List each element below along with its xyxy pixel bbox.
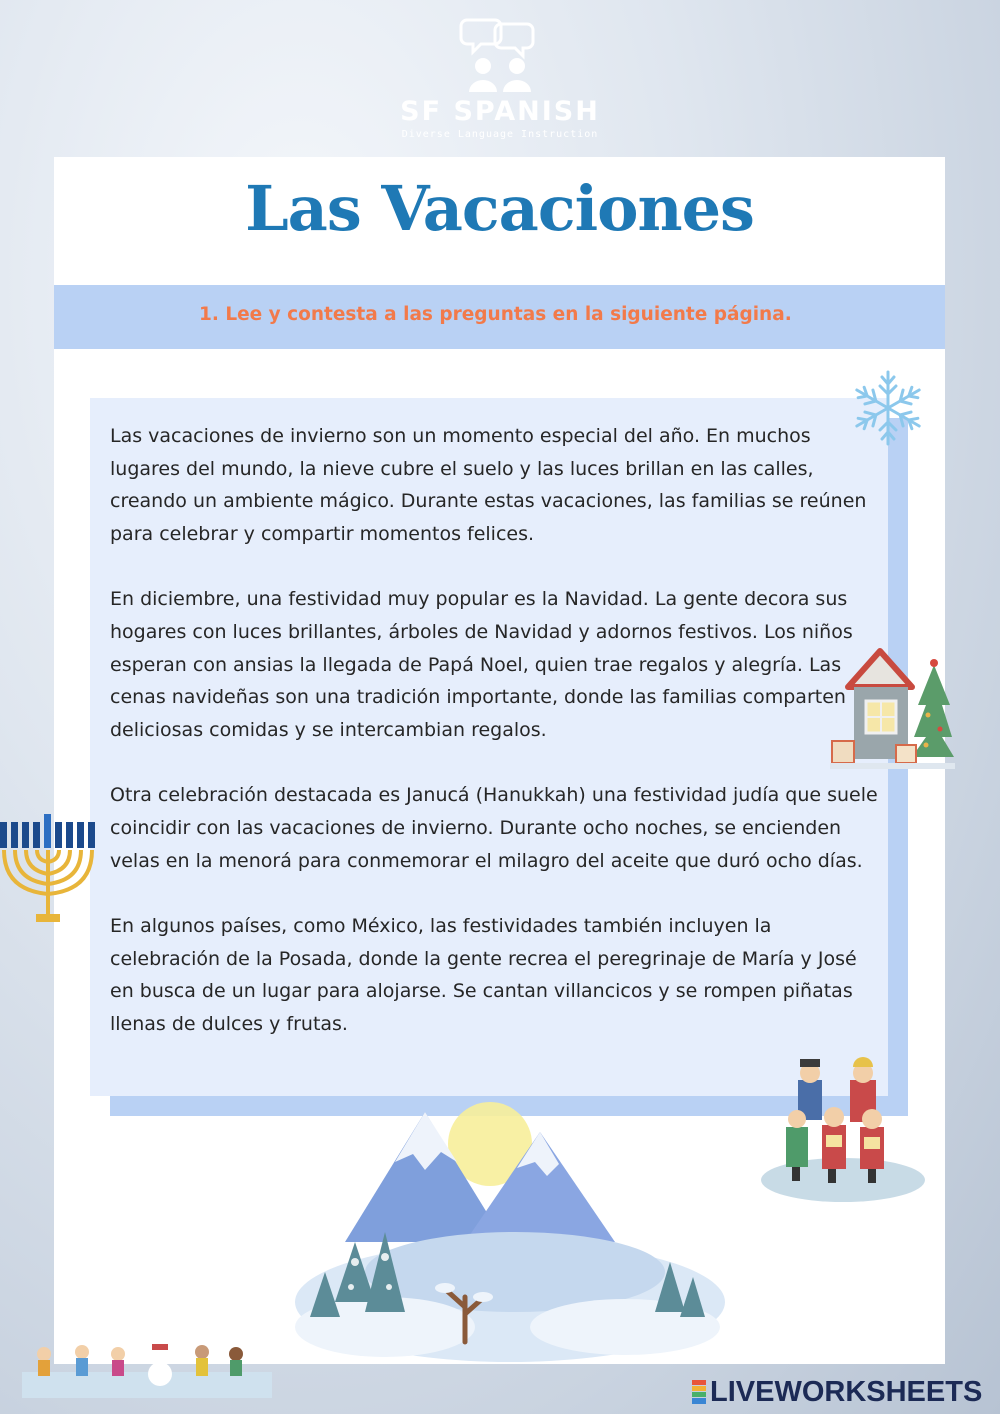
paragraph-2: En diciembre, una festividad muy popular es la Navidad. La gente decora sus hogares con luces brillantes, árboles de Navidad y adornos festivos. Los niños esperan con ansias la llegada de Papá Noel, quien trae regalos y alegría. Las cenas navideñas son una tradición importante, donde las familias comparten deliciosas comidas y se intercambian regalos. xyxy=(110,588,853,741)
menorah-icon xyxy=(0,812,98,927)
reading-passage xyxy=(90,398,888,1096)
house-icon xyxy=(830,645,955,770)
sf-spanish-logo xyxy=(0,14,1000,140)
footer-brand-text: LIVEWORKSHEETS xyxy=(710,1376,983,1408)
snowflake-icon xyxy=(848,368,928,448)
logo-tagline: Diverse Language Instruction xyxy=(401,129,599,140)
winter-landscape-illustration xyxy=(285,1092,735,1364)
liveworksheets-logo xyxy=(692,1376,982,1409)
paragraph-1: Las vacaciones de invierno son un momento especial del año. En muchos lugares del mundo, la nieve cubre el suelo y las luces brillan en las calles, creando un ambiente mágico. Durante estas vacaciones, las familias se reúnen para celebrar y compartir momentos felices. xyxy=(110,425,867,545)
logo-name: SF SPANISH xyxy=(400,96,600,127)
logo-people-icon xyxy=(455,14,545,94)
instruction-text: 1. Lee y contesta a las preguntas en la siguiente página. xyxy=(199,304,792,325)
kids-snow-illustration xyxy=(22,1340,272,1400)
carolers-illustration xyxy=(758,1055,928,1205)
paragraph-3: Otra celebración destacada es Janucá (Hanukkah) una festividad judía que suele coincidir con las vacaciones de invierno. Durante ocho noches, se encienden velas en la menorá para conmemorar el milagro del aceite que duró ocho días. xyxy=(110,784,878,872)
page-title: Las Vacaciones xyxy=(245,172,754,245)
paragraph-4: En algunos países, como México, las festividades también incluyen la celebración de la Posada, donde la gente recrea el peregrinaje de María y José en busca de un lugar para alojarse. Se cantan villancicos y se rompen piñatas llenas de dulces y frutas. xyxy=(110,915,857,1035)
liveworksheets-mark-icon xyxy=(692,1380,706,1404)
